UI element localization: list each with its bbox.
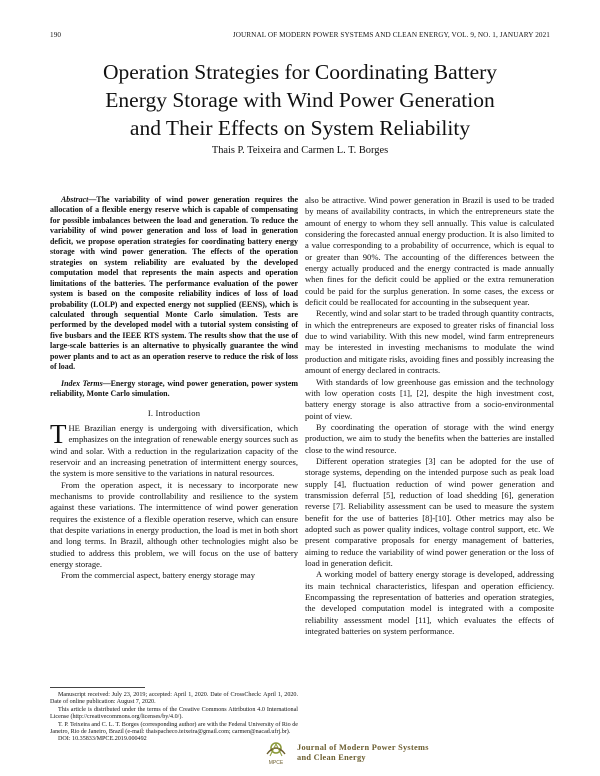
right-column [305,195,554,637]
footnotes [50,692,298,744]
journal-line: JOURNAL OF MODERN POWER SYSTEMS AND CLEAN ENERGY, VOL. 9, NO. 1, JANUARY 2021 [232,31,550,39]
intro-paragraph-1 [50,418,298,480]
brand-line-2: and Clean Energy [297,752,366,762]
intro-paragraph-1-text: HE Brazilian energy is undergoing with diversification, which emphasizes on the integration of renewable energy sources such as wind and solar. With a reduction in the regularization capacity of the reservoir and an increasing penetration of intermittent energy sources, the system is more sensitive to the variations in natural resources. [50,422,298,479]
page-number: 190 [50,31,62,39]
right-paragraph-3: With standards of low greenhouse gas emission and the technology with low operation costs [1], [2], despite the high investment cost, battery energy storage is also attractive from a socio-environmental point of view. [305,376,554,421]
abstract-label: Abstract [61,195,89,204]
right-paragraph-2: Recently, wind and solar start to be traded through quantity contracts, in which the entrepreneurs are exposed to greater risks of financial loss due to wind variability. With this new model, wind farm entrepreneurs may be interested in investing mechanisms to modulate the wind production and mitigate risks, avoiding fines and possibly increasing the amount of energy declared in contracts. [305,308,554,376]
footnote-license: This article is distributed under the terms of the Creative Commons Attribution 4.0 International License (http://creativecommons.org/licenses/by/4.0/). [50,706,298,721]
journal-logo-icon [262,738,290,766]
footnote-manuscript: Manuscript received: July 23, 2019; accepted: April 1, 2020. Date of CrossCheck: April 1, 2020. Date of online publication: August 7, 2020. [50,692,298,706]
drop-cap: T [50,418,67,449]
section-heading: I. Introduction [147,407,201,418]
journal-brand [297,743,429,762]
footnote-divider [50,687,145,688]
footnote-doi: DOI: 10.35833/MPCE.2019.000492 [58,736,147,743]
paper-title [40,58,560,142]
brand-line-1: Journal of Modern Power Systems [297,743,429,752]
abstract [50,195,298,373]
right-paragraph-1: also be attractive. Wind power generation in Brazil is used to be traded by means of availability contracts, in which the entrepreneurs state the amount of energy to whom they sell annually. This value is calculated considering the forecasted annual energy production. It is also limited to a value corresponding to a probability of occurrence, which is equal to or greater than 90%. The accounting of the differences between the energy actually produced and the energy contracted is made annually when fines for the deficit could be applied or the extra remuneration could be paid for the surplus generation. In some cases, the excess or deficit could be reallocated for accounting in the subsequent year. [305,195,554,308]
index-terms [50,379,298,400]
running-head [50,31,550,43]
authors: Thais P. Teixeira and Carmen L. T. Borges [211,145,389,156]
intro-paragraph-2: From the operation aspect, it is necessary to incorporate new mechanisms to provide controllability and resilience to the system against these variations. The intermittence of wind power generation requires the existence of a flexible operation reserve, which can ensure that despite variations in energy production, the load is met in both short and long terms. In Brazil, although other technologies might also be studied to address this problem, we will focus on the use of battery energy storage. [50,479,298,570]
footnote-affiliation: T. P. Teixeira and C. L. T. Borges (corresponding author) are with the Federal University of Rio de Janeiro, Rio de Janeiro, Brazil (e-mail: thaispacheco.teixeira@gmail.com; carmen@nacad.ufrj.br). [50,721,298,736]
index-terms-text: —Energy storage, wind power generation, power system reliability, Monte Carlo simulation. [50,378,298,399]
left-column [50,195,298,582]
right-paragraph-5: Different operation strategies [3] can be adopted for the use of storage systems, depending on the intended purpose such as peak load supply [4], fluctuation reduction of wind power generation and transmission deferral [5], reduction of load shedding [6], generation reverse [7]. Reliability assessment can be used to measure the system benefit for the use of batteries [8]-[10]. Other metrics may also be adopted such as power quality indices, voltage control support, etc. We present comparative proposals for energy management of batteries, aiming to reduce the variability of wind power generation or the loss of load in generation deficit. [305,455,554,568]
title-line-3: and Their Effects on System Reliability [129,116,471,140]
index-terms-label: Index Terms [61,378,103,388]
intro-paragraph-3: From the commercial aspect, battery energy storage may [61,570,255,581]
right-paragraph-6: A working model of battery energy storage is developed, addressing its main technical characteristics, lifespan and operation efficiency. Encompassing the representation of batteries and operation strategies, the developed computation model is integrated with a composite reliability assessment model [11], which evaluates the effects of integrated batteries on system performance. [305,569,554,637]
logo-text: MPCE [268,760,284,766]
title-line-1: Operation Strategies for Coordinating Battery [102,60,498,84]
right-paragraph-4: By coordinating the operation of storage with the wind energy production, we aim to study the benefits when the batteries are installed close to the wind resource. [305,421,554,455]
title-line-2: Energy Storage with Wind Power Generation [105,88,495,112]
abstract-text: —The variability of wind power generation requires the allocation of a flexible energy reserve which is capable of compensating for possible imbalances between the load and generation. To reduce the variability of wind power generation and loss of load in generation deficit, we propose operation strategies for coordinating battery energy storage with wind power generation. The effects of the operation strategies on system reliability are evaluated by the developed computation model that represents the main aspects and operation limitations of the batteries. The performance evaluation of the power system is based on the composite reliability indices of loss of load probability (LOLP) and expected energy not supplied (EENS), which is calculated through sequential Monte Carlo simulation. Tests are performed by the developed model with a tutorial system consisting of five busbars and the IEEE RTS system. The results show that the use of large-scale batteries is an alternative to physically guarantee the wind power plants and to act as an operation reserve to reduce the risk of loss of load. [50,195,298,372]
